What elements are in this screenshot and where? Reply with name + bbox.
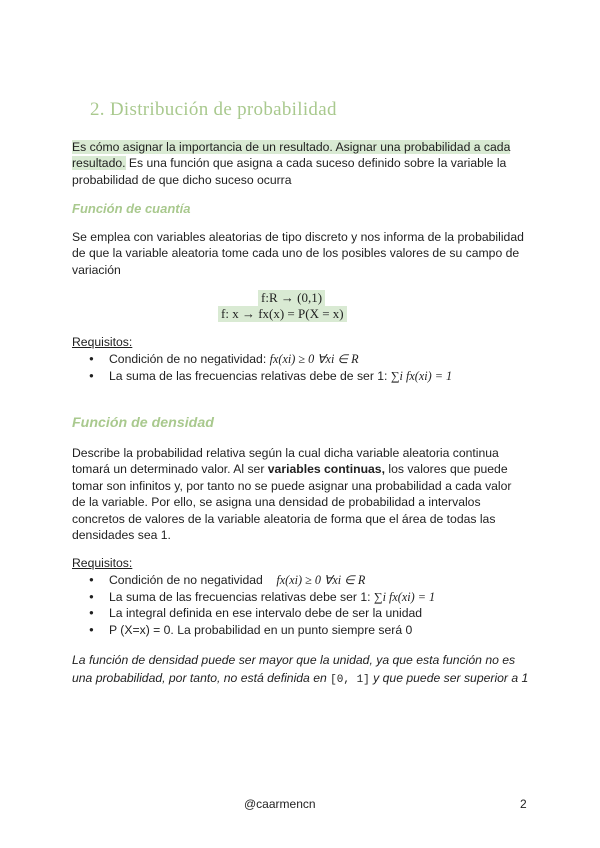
densidad-paragraph — [72, 445, 528, 543]
densidad-note — [72, 651, 532, 690]
densidad-requisitos-label: Requisitos: — [72, 556, 133, 570]
cuantia-requisitos-label: Requisitos: — [72, 335, 133, 349]
req-text: La suma de las frecuencias relativas debe de ser 1: — [109, 368, 388, 383]
req-math: ∑i fx(xi) = 1 — [390, 368, 453, 383]
footer-page-number: 2 — [520, 797, 527, 811]
req-math: ∑i fx(xi) = 1 — [373, 589, 436, 604]
list-item — [72, 605, 532, 622]
cuantia-formula-1: f:R → (0,1) — [258, 290, 325, 306]
note-text-b: y que puede ser superior a 1 — [369, 671, 529, 686]
req-text: P (X=x) = 0. La probabilidad en un punto siempre será 0 — [109, 622, 413, 637]
list-item — [72, 368, 532, 385]
densidad-text-bold: variables continuas, — [267, 462, 385, 477]
list-item — [72, 622, 532, 639]
densidad-heading: Función de densidad — [72, 415, 214, 431]
req-math: fx(xi) ≥ 0 ∀xi ∈ R — [276, 573, 366, 587]
densidad-requisitos-list — [72, 572, 532, 638]
note-text-a: La función de densidad puede ser mayor que la unidad, ya que esta función no es una probabilidad, por tanto, no está definida en — [72, 653, 516, 686]
cuantia-paragraph: Se emplea con variables aleatorias de tipo discreto y nos informa de la probabilidad de que la variable aleatoria tome cada uno de los posibles valores de su campo de variación — [72, 230, 524, 277]
req-math: fx(xi) ≥ 0 ∀xi ∈ R — [269, 352, 359, 366]
req-text: La suma de las frecuencias relativas debe ser 1: — [109, 589, 371, 604]
req-text: Condición de no negatividad — [109, 573, 263, 587]
footer-author: @caarmencn — [244, 797, 316, 811]
densidad-text-b: los valores que puede tomar son infinitos y, por tanto no se puede asignar una probabilidad a cada valor de la variable. Por ello, se asigna una densidad de probabilidad a intervalos concretos de valores de la variable aleatoria de forma que el área de todas las densidades sea 1. — [72, 462, 512, 543]
note-interval: [0, 1] — [330, 674, 370, 687]
list-item — [72, 351, 532, 368]
intro-rest: Es una función que asigna a cada suceso definido sobre la variable la probabilidad de que dicho suceso ocurra — [72, 156, 507, 187]
section-title: 2. Distribución de probabilidad — [90, 99, 337, 120]
intro-paragraph — [72, 139, 528, 188]
cuantia-heading: Función de cuantía — [72, 201, 191, 216]
densidad-text-a: Describe la probabilidad relativa según la cual dicha variable aleatoria continua tomará un determinado valor. Al ser — [72, 446, 499, 477]
intro-highlight: Es cómo asignar la importancia de un resultado. Asignar una probabilidad a cada resultado. — [72, 140, 511, 171]
cuantia-formula-2: f: x → fx(x) = P(X = x) — [218, 306, 347, 322]
req-text: Condición de no negatividad: — [109, 352, 267, 366]
list-item — [72, 572, 532, 589]
list-item — [72, 589, 532, 606]
cuantia-requisitos-list — [72, 351, 532, 384]
req-text: La integral definida en ese intervalo debe de ser la unidad — [109, 606, 423, 621]
